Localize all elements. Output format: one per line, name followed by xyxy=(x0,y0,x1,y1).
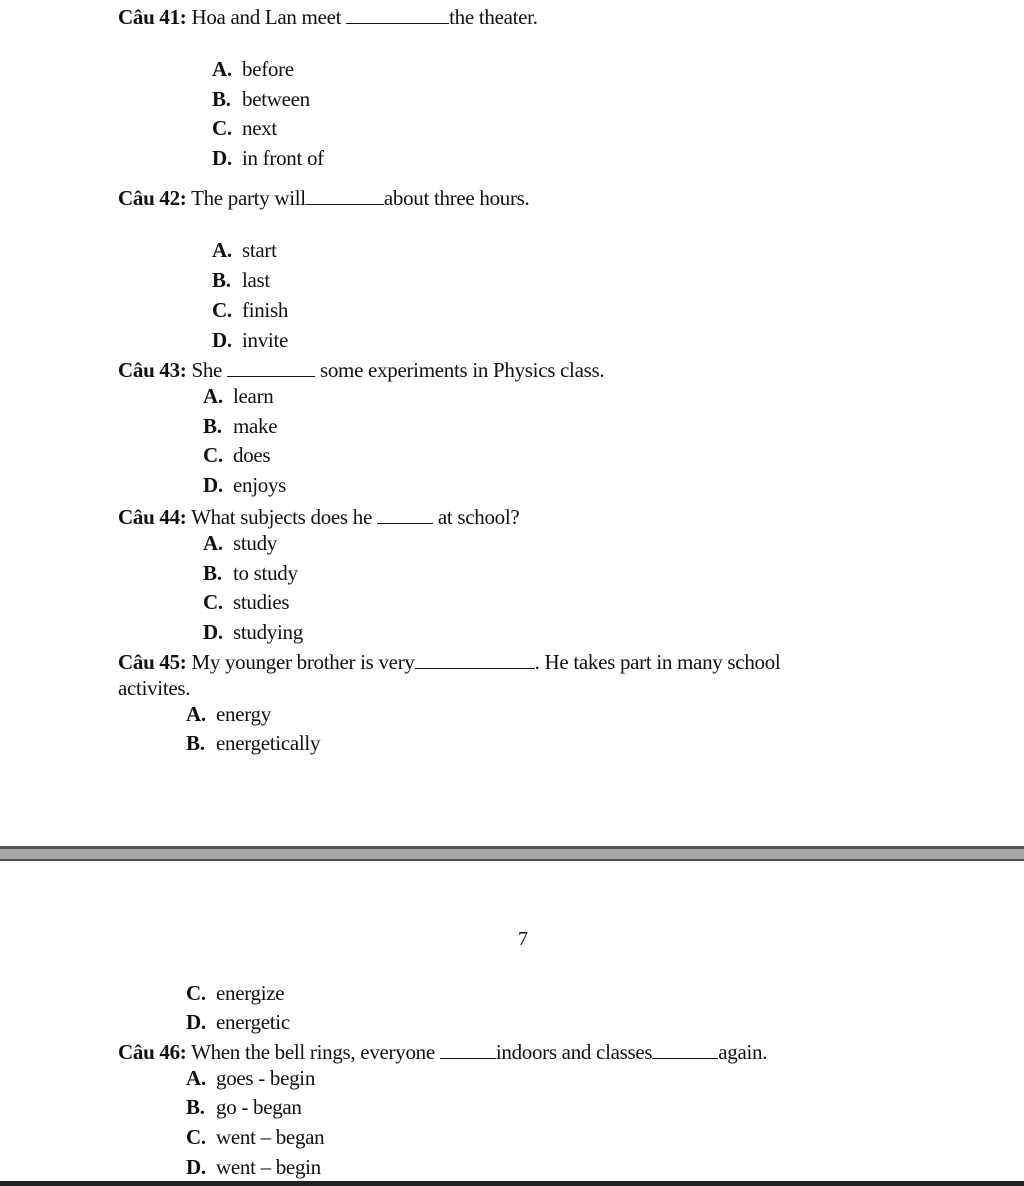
option-46-a[interactable] xyxy=(186,1066,315,1090)
option-41-b[interactable] xyxy=(212,87,310,111)
option-text: between xyxy=(242,87,310,111)
option-text: invite xyxy=(242,328,289,352)
option-43-a[interactable] xyxy=(203,384,273,408)
question-45-continuation: activites. xyxy=(118,676,191,700)
question-text: . He takes part in many school xyxy=(534,650,781,674)
option-41-a[interactable] xyxy=(212,57,294,81)
question-text: She xyxy=(186,358,228,382)
option-letter: A. xyxy=(212,238,232,262)
option-44-a[interactable] xyxy=(203,531,277,555)
question-text: at school? xyxy=(432,505,520,529)
question-text: When the bell rings, everyone xyxy=(186,1040,440,1064)
question-number: Câu 46: xyxy=(118,1040,187,1064)
option-42-b[interactable] xyxy=(212,268,270,292)
option-text: to study xyxy=(233,561,298,585)
option-letter: B. xyxy=(186,1095,205,1119)
option-text: before xyxy=(242,57,294,81)
option-text: goes - begin xyxy=(216,1066,316,1090)
question-number: Câu 45: xyxy=(118,650,187,674)
option-letter: A. xyxy=(186,702,206,726)
question-text: the theater. xyxy=(449,5,538,29)
option-letter: C. xyxy=(186,981,206,1005)
question-45 xyxy=(118,650,780,674)
option-43-c[interactable] xyxy=(203,443,270,467)
option-letter: C. xyxy=(203,443,223,467)
answer-blank xyxy=(306,187,384,205)
option-41-c[interactable] xyxy=(212,116,277,140)
option-42-a[interactable] xyxy=(212,238,277,262)
question-number: Câu 41: xyxy=(118,5,187,29)
option-text: went – begin xyxy=(216,1155,321,1179)
option-45-c[interactable] xyxy=(186,981,284,1005)
question-text: Hoa and Lan meet xyxy=(186,5,347,29)
option-44-d[interactable] xyxy=(203,620,303,644)
option-letter: B. xyxy=(203,414,222,438)
option-46-d[interactable] xyxy=(186,1155,321,1179)
option-text: in front of xyxy=(242,146,324,170)
option-44-b[interactable] xyxy=(203,561,298,585)
option-text: enjoys xyxy=(233,473,287,497)
question-46 xyxy=(118,1040,767,1064)
option-letter: B. xyxy=(212,268,231,292)
option-45-b[interactable] xyxy=(186,731,320,755)
option-letter: A. xyxy=(203,531,223,555)
question-text: My younger brother is very xyxy=(186,650,415,674)
option-text: start xyxy=(242,238,277,262)
option-letter: D. xyxy=(203,473,223,497)
answer-blank xyxy=(415,651,535,669)
question-42 xyxy=(118,186,529,210)
answer-blank xyxy=(652,1041,718,1059)
question-text: indoors and classes xyxy=(495,1040,653,1064)
option-letter: D. xyxy=(203,620,223,644)
page-break-divider xyxy=(0,859,1024,861)
bottom-border xyxy=(0,1181,1024,1186)
option-text: make xyxy=(233,414,278,438)
option-42-d[interactable] xyxy=(212,328,288,352)
answer-blank xyxy=(227,359,315,377)
option-text: go - began xyxy=(216,1095,302,1119)
option-letter: B. xyxy=(186,731,205,755)
option-letter: D. xyxy=(212,146,232,170)
option-letter: C. xyxy=(212,116,232,140)
answer-blank xyxy=(377,506,433,524)
question-number: Câu 44: xyxy=(118,505,187,529)
page-number: 7 xyxy=(518,928,528,950)
option-text: next xyxy=(242,116,277,140)
option-text: does xyxy=(233,443,271,467)
question-text: about three hours. xyxy=(383,186,530,210)
option-letter: D. xyxy=(186,1010,206,1034)
option-41-d[interactable] xyxy=(212,146,324,170)
option-44-c[interactable] xyxy=(203,590,289,614)
option-46-b[interactable] xyxy=(186,1095,302,1119)
option-42-c[interactable] xyxy=(212,298,288,322)
option-letter: C. xyxy=(186,1125,206,1149)
question-text: The party will xyxy=(186,186,306,210)
question-text: again. xyxy=(718,1040,768,1064)
question-41 xyxy=(118,5,538,29)
question-text: some experiments in Physics class. xyxy=(315,358,605,382)
option-text: went – began xyxy=(216,1125,325,1149)
option-45-a[interactable] xyxy=(186,702,271,726)
option-text: learn xyxy=(233,384,274,408)
answer-blank xyxy=(440,1041,496,1059)
option-letter: A. xyxy=(203,384,223,408)
question-number: Câu 42: xyxy=(118,186,187,210)
question-number: Câu 43: xyxy=(118,358,187,382)
option-46-c[interactable] xyxy=(186,1125,324,1149)
option-letter: D. xyxy=(212,328,232,352)
option-text: energetic xyxy=(216,1010,290,1034)
option-letter: C. xyxy=(212,298,232,322)
option-letter: B. xyxy=(212,87,231,111)
answer-blank xyxy=(346,6,449,24)
option-text: studies xyxy=(233,590,290,614)
question-text: What subjects does he xyxy=(186,505,377,529)
option-letter: A. xyxy=(186,1066,206,1090)
option-text: energetically xyxy=(216,731,321,755)
question-44 xyxy=(118,505,519,529)
option-text: energize xyxy=(216,981,285,1005)
page-break-gap xyxy=(0,849,1024,859)
option-text: study xyxy=(233,531,278,555)
option-43-b[interactable] xyxy=(203,414,277,438)
option-43-d[interactable] xyxy=(203,473,286,497)
option-letter: D. xyxy=(186,1155,206,1179)
option-text: energy xyxy=(216,702,271,726)
option-text: last xyxy=(242,268,270,292)
option-letter: A. xyxy=(212,57,232,81)
option-letter: C. xyxy=(203,590,223,614)
option-text: studying xyxy=(233,620,303,644)
question-43 xyxy=(118,358,604,382)
option-text: finish xyxy=(242,298,289,322)
option-45-d[interactable] xyxy=(186,1010,290,1034)
option-letter: B. xyxy=(203,561,222,585)
